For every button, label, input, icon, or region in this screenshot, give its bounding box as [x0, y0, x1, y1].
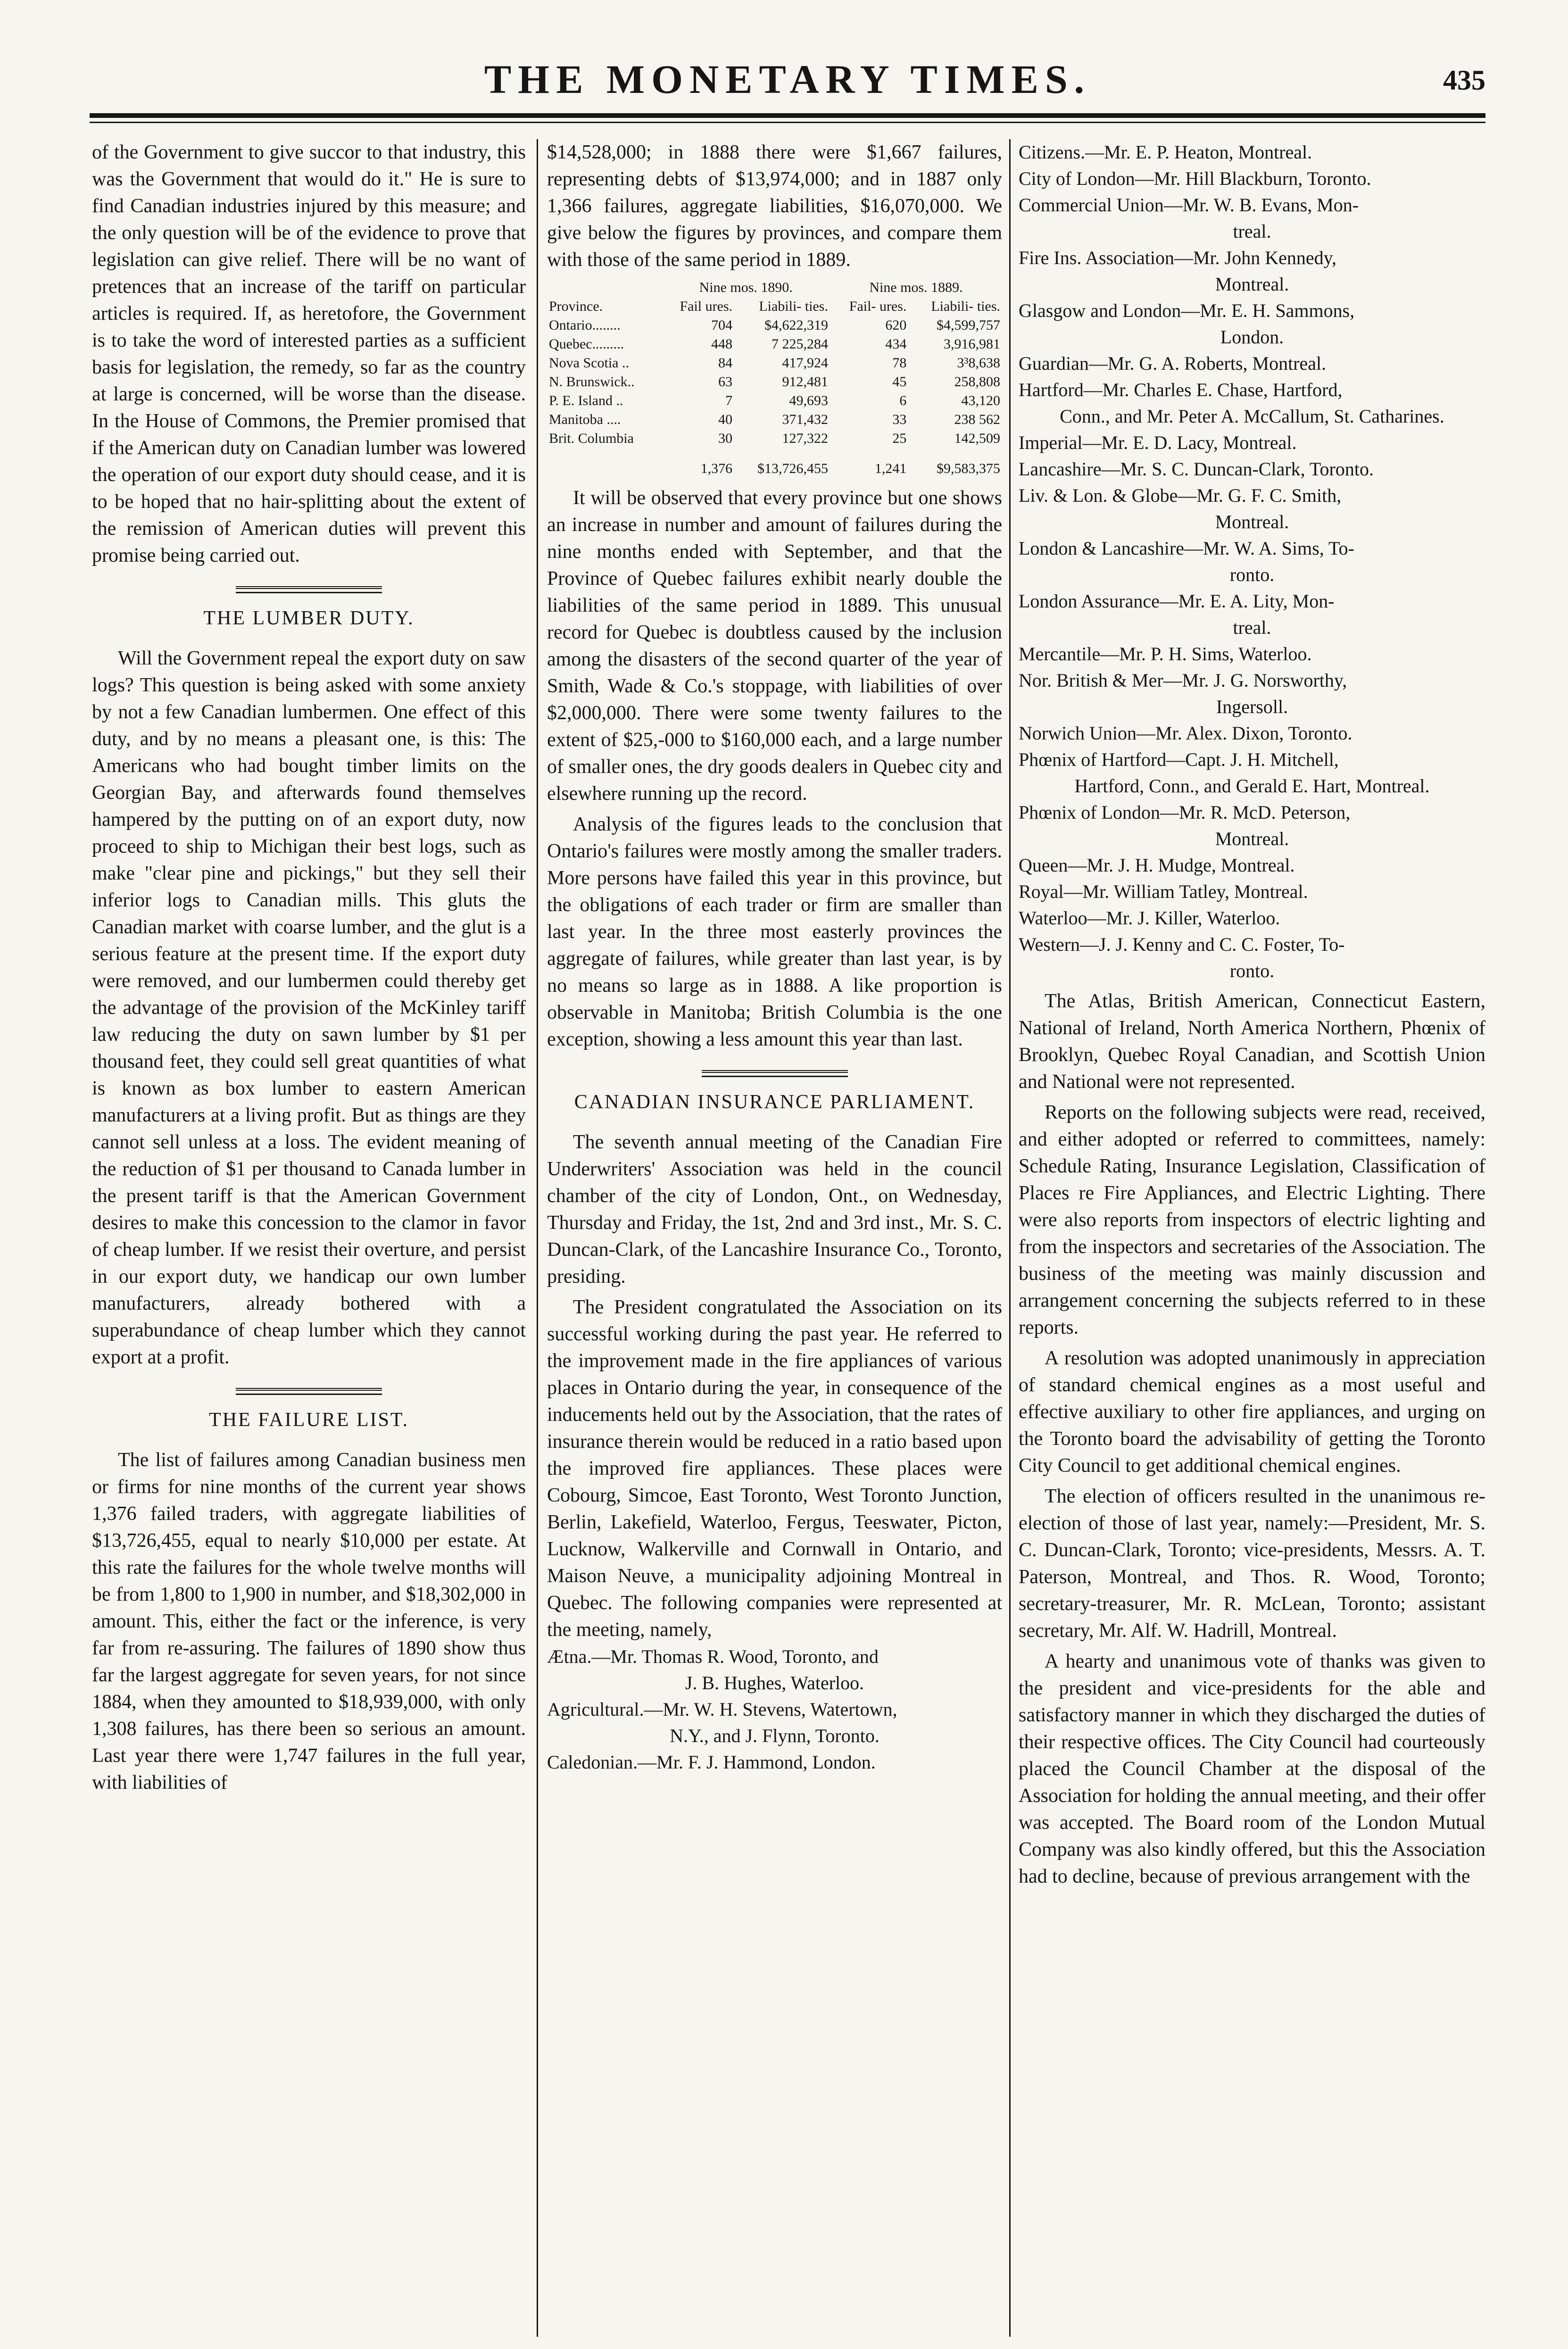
- analysis-paragraph: Analysis of the figures leads to the conclusion that Ontario's failures were mostly among the smaller traders. More persons have failed this year in this province, but the obligations of each trader or firm are smaller than last year. In the three most easterly provinces the aggregate of failures, while greater than last year, is by no means so large as in 1888. A like proportion is observable in Manitoba; British Columbia is the one exception, showing a less amount this year than last.: [547, 813, 1002, 1050]
- company-entry: [1019, 641, 1485, 667]
- table-cell: 49,693: [789, 393, 828, 408]
- masthead-rule-thin: [90, 122, 1485, 123]
- table-cell: Quebec.........: [549, 336, 624, 352]
- company-entry: [1019, 905, 1485, 931]
- company-entry-continuation: Conn., and Mr. Peter A. McCallum, St. Catharines.: [1060, 406, 1444, 427]
- failure-continued-paragraph: $14,528,000; in 1888 there were $1,667 failures, representing debts of $13,974,000; and in 1887 only 1,366 failures, aggregate liabilities, $16,070,000. We give below the figures by provinces, and compare them with those of the same period in 1889.: [547, 141, 1002, 271]
- table-row: [547, 373, 1002, 391]
- company-entry: [1019, 588, 1485, 641]
- column-divider-1: [537, 139, 538, 2337]
- table-cell: 417,924: [782, 355, 828, 371]
- table-cell: 45: [892, 374, 907, 390]
- table-cell: 6: [899, 393, 907, 408]
- company-entry: [1019, 350, 1485, 377]
- company-entry-text: Phœnix of London—Mr. R. McD. Peterson,: [1019, 802, 1351, 823]
- table-cell: $13,726,455: [757, 461, 828, 476]
- table-cell: $4,599,757: [937, 317, 1000, 333]
- company-entry-continuation: Montreal.: [1215, 828, 1289, 849]
- company-entry-continuation: treal.: [1233, 221, 1271, 242]
- company-entry-text: Lancashire—Mr. S. C. Duncan-Clark, Toronto.: [1019, 458, 1374, 480]
- table-cell: 434: [885, 336, 907, 352]
- lumber-duty-heading: THE LUMBER DUTY.: [203, 607, 415, 629]
- table-cell: 7: [725, 393, 733, 408]
- company-entry: [547, 1643, 1002, 1696]
- company-entry-text: Caledonian.—Mr. F. J. Hammond, London.: [547, 1751, 876, 1773]
- failure-list-paragraph: The list of failures among Canadian business men or firms for nine months of the current year shows 1,376 failed traders, with aggregate liabilities of $13,726,455, equal to nearly $10,000 per estate. At this rate the failures for the whole twelve months will be from 1,800 to 1,900 in number, and $18,302,000 in amount. This, either the fact or the inference, is very far from re-assuring. The failures of 1890 show thus far the largest aggregate for seven years, for not since 1884, when they amounted to $18,939,000, with only 1,308 failures, has there been so serious an amount. Last year there were 1,747 failures in the full year, with liabilities of: [92, 1449, 526, 1793]
- table-cell: P. E. Island ..: [549, 393, 623, 408]
- company-entry-continuation: Montreal.: [1215, 274, 1289, 295]
- company-entry-text: City of London—Mr. Hill Blackburn, Toronto.: [1019, 168, 1371, 189]
- table-cell: 78: [892, 355, 907, 371]
- column-divider-2: [1009, 139, 1011, 2337]
- table-cell: 127,322: [782, 431, 828, 446]
- company-entry-continuation: ronto.: [1229, 564, 1275, 585]
- table-row: [547, 316, 1002, 335]
- table-cell: 448: [711, 336, 733, 352]
- table-cell: 371,432: [782, 412, 828, 427]
- table-cell: 30: [718, 431, 733, 446]
- company-entry-text: Glasgow and London—Mr. E. H. Sammons,: [1019, 300, 1355, 321]
- column-1: [92, 139, 526, 1796]
- masthead-rule-thick: [90, 113, 1485, 118]
- column-2: [547, 139, 1002, 1776]
- column-3: [1019, 139, 1485, 1890]
- company-entry-continuation: London.: [1220, 326, 1284, 348]
- company-entry-text: Imperial—Mr. E. D. Lacy, Montreal.: [1019, 432, 1297, 453]
- table-cell: Nova Scotia ..: [549, 355, 629, 371]
- company-entry-text: Liv. & Lon. & Globe—Mr. G. F. C. Smith,: [1019, 485, 1342, 506]
- company-entry-text: Norwich Union—Mr. Alex. Dixon, Toronto.: [1019, 722, 1352, 744]
- table-cell: Manitoba ....: [549, 412, 621, 427]
- company-entry-continuation: N.Y., and J. Flynn, Toronto.: [670, 1725, 879, 1746]
- meeting-paragraph: The seventh annual meeting of the Canadian Fire Underwriters' Association was held in the council chamber of the city of London, Ont., on Wednesday, Thursday and Friday, the 1st, 2nd and 3rd inst., Mr. S. C. Duncan-Clark, of the Lancashire Insurance Co., Toronto, presiding.: [547, 1131, 1002, 1287]
- table-cell: 620: [885, 317, 907, 333]
- company-entry: [1019, 535, 1485, 588]
- president-paragraph: The President congratulated the Association on its successful working during the past year. He referred to the improvement made in the fire appliances of various places in Ontario during the year, in consequence of the inducements held out by the Association, that the rates of insurance therein would be reduced in a ratio based upon the improved fire appliances. These places were Cobourg, Simcoe, East Toronto, West Toronto Junction, Berlin, Lakefield, Waterloo, Fergus, Teeswater, Picton, Lucknow, Walkerville and Cornwall in Ontario, and Maison Neuve, a municipality adjoining Montreal in Quebec. The following companies were represented at the meeting, namely,: [547, 1296, 1002, 1641]
- company-entry: [1019, 799, 1485, 852]
- company-entry: [1019, 931, 1485, 984]
- table-cell: Brit. Columbia: [549, 431, 634, 446]
- table-cell: [547, 448, 662, 478]
- company-entry-text: Queen—Mr. J. H. Mudge, Montreal.: [1019, 855, 1295, 876]
- election-paragraph: The election of officers resulted in the unanimous re-election of those of last year, namely:—President, Mr. S. C. Duncan-Clark, Toronto; vice-presidents, Messrs. A. T. Paterson, Montreal, and Thos. R. Wood, Toronto; secretary-treasurer, Mr. R. McLean, Toronto; assistant secretary, Mr. Alf. W. Hadrill, Montreal.: [1019, 1486, 1485, 1642]
- company-entry: [1019, 245, 1485, 298]
- company-entry-text: Phœnix of Hartford—Capt. J. H. Mitchell,: [1019, 749, 1339, 770]
- company-list: [1019, 139, 1485, 984]
- company-entry: [1019, 482, 1485, 535]
- company-entry: [1019, 430, 1485, 456]
- company-entry-text: Mercantile—Mr. P. H. Sims, Waterloo.: [1019, 643, 1312, 664]
- company-entry: [1019, 879, 1485, 905]
- company-entry: [1019, 667, 1485, 720]
- company-entry: [547, 1749, 1002, 1776]
- table-total-row: [547, 448, 1002, 478]
- company-entry-continuation: Montreal.: [1215, 511, 1289, 532]
- group-header-1889: Nine mos. 1889.: [869, 280, 963, 295]
- company-entry: [1019, 298, 1485, 350]
- observed-paragraph: It will be observed that every province but one shows an increase in number and amount of failures during the nine months ended with September, and that the Province of Quebec failures exhibit nearly double the liabilities of the same period in 1889. This unusual record for Quebec is doubtless caused by the inclusion among the disasters of the second quarter of the year of Smith, Wade & Co.'s stoppage, with liabilities of over $2,000,000. There were some twenty failures to the extent of $25,-000 to $160,000 each, and a large number of smaller ones, the dry goods dealers in Quebec city and elsewhere running up the record.: [547, 487, 1002, 805]
- table-cell: 40: [718, 412, 733, 427]
- failure-list-heading: THE FAILURE LIST.: [209, 1409, 409, 1431]
- table-row: [547, 391, 1002, 410]
- table-cell: 258,808: [954, 374, 1000, 390]
- table-cell: 25: [892, 431, 907, 446]
- section-divider: [236, 586, 382, 593]
- company-entry: [1019, 747, 1485, 799]
- column-header: Fail- ures.: [849, 299, 907, 314]
- newspaper-title: THE MONETARY TIMES.: [484, 57, 1091, 102]
- company-entry-text: Hartford—Mr. Charles E. Chase, Hartford,: [1019, 379, 1343, 400]
- group-header-1890: Nine mos. 1890.: [699, 280, 793, 295]
- company-entry-text: Waterloo—Mr. J. Killer, Waterloo.: [1019, 907, 1280, 929]
- masthead: [90, 56, 1485, 108]
- table-cell: 7 225,284: [771, 336, 828, 352]
- section-divider: [236, 1388, 382, 1395]
- not-represented-paragraph: The Atlas, British American, Connecticut Eastern, National of Ireland, North America Northern, Phœnix of Brooklyn, Quebec Royal Canadian, and Scottish Union and National were not represented.: [1019, 990, 1485, 1093]
- section-divider: [702, 1070, 848, 1077]
- company-entry-text: Ætna.—Mr. Thomas R. Wood, Toronto, and: [547, 1646, 879, 1667]
- page-number: 435: [1443, 65, 1485, 96]
- column-header: Liabili- ties.: [759, 299, 828, 314]
- company-entry-text: Commercial Union—Mr. W. B. Evans, Mon-: [1019, 194, 1359, 216]
- company-entry: [1019, 377, 1485, 430]
- table-row: [547, 335, 1002, 354]
- resolution-paragraph: A resolution was adopted unanimously in appreciation of standard chemical engines as a most useful and effective auxiliary to other fire appliances, and urging on the Toronto board the advisability of getting the Toronto City Council to get additional chemical engines.: [1019, 1347, 1485, 1477]
- company-entry: [1019, 166, 1485, 192]
- company-entry: [1019, 720, 1485, 747]
- company-entry-text: Agricultural.—Mr. W. H. Stevens, Watertown,: [547, 1699, 897, 1720]
- table-cell: 43,120: [961, 393, 1000, 408]
- company-entry-continuation: Hartford, Conn., and Gerald E. Hart, Montreal.: [1074, 775, 1430, 797]
- company-entry-text: London & Lancashire—Mr. W. A. Sims, To-: [1019, 538, 1354, 559]
- table-cell: 3,916,981: [944, 336, 1000, 352]
- thanks-paragraph: A hearty and unanimous vote of thanks was given to the president and vice-presidents for the able and satisfactory manner in which they discharged the duties of their respective offices. The City Council had courteously placed the Council Chamber at the disposal of the Association for holding the annual meeting, and their offer was accepted. The Board room of the London Mutual Company was also kindly offered, but this the Association had to decline, because of previous arrangement with the: [1019, 1651, 1485, 1887]
- table-cell: 912,481: [782, 374, 828, 390]
- company-entry-continuation: ronto.: [1229, 960, 1275, 981]
- company-entry-continuation: treal.: [1233, 617, 1271, 638]
- failures-table: [547, 278, 1002, 478]
- insurance-parliament-heading: CANADIAN INSURANCE PARLIAMENT.: [574, 1091, 975, 1113]
- company-entry: [1019, 456, 1485, 482]
- table-cell: N. Brunswick..: [549, 374, 635, 390]
- company-entry-continuation: Ingersoll.: [1216, 696, 1288, 717]
- company-list: [547, 1643, 1002, 1776]
- table-cell: 238 562: [954, 412, 1000, 427]
- company-entry-text: Royal—Mr. William Tatley, Montreal.: [1019, 881, 1308, 902]
- company-entry-text: Nor. British & Mer—Mr. J. G. Norsworthy,: [1019, 670, 1347, 691]
- company-entry: [1019, 139, 1485, 166]
- column-header: Liabili- ties.: [931, 299, 1000, 314]
- table-cell: 84: [718, 355, 733, 371]
- company-entry-text: Western—J. J. Kenny and C. C. Foster, To-: [1019, 934, 1345, 955]
- column-header: Fail ures.: [680, 299, 733, 314]
- table-cell: $4,622,319: [764, 317, 828, 333]
- table-row: [547, 429, 1002, 448]
- table-cell: 704: [711, 317, 733, 333]
- table-cell: Ontario........: [549, 317, 621, 333]
- table-cell: 63: [718, 374, 733, 390]
- column-header: Province.: [549, 299, 603, 314]
- table-row: [547, 354, 1002, 373]
- company-entry-text: Guardian—Mr. G. A. Roberts, Montreal.: [1019, 353, 1327, 374]
- company-entry: [1019, 852, 1485, 879]
- intro-paragraph: of the Government to give succor to that industry, this was the Government that would do it." He is sure to find Canadian industries injured by this measure; and the only question will be of the evidence to prove that legislation can give relief. There will be no want of pretences that an increase of the tariff on particular articles is required. If, as heretofore, the Government is to take the word of interested parties as a sufficient basis for legislation, the remedy, so far as the country at large is concerned, will be worse than the disease. In the House of Commons, the Premier promised that if the American duty on Canadian lumber was lowered the operation of our export duty should cease, and it is to be hoped that no hair-splitting about the extent of the remission of American duties will prevent this promise being carried out.: [92, 141, 526, 566]
- lumber-duty-paragraph: Will the Government repeal the export duty on saw logs? This question is being asked with some anxiety by not a few Canadian lumbermen. One effect of this duty, and by no means a pleasant one, is this: The Americans who had bought timber limits on the Georgian Bay, and afterwards found themselves hampered by the putting on of an export duty, now proceed to ship to Michigan their best logs, such as make "clear pine and pickings," but they sell their inferior logs to Canadian mills. This gluts the Canadian market with coarse lumber, and the glut is a serious feature at the present time. If the export duty were removed, and our lumbermen could thereby get the advantage of the provision of the McKinley tariff law reducing the duty on sawn lumber by $1 per thousand feet, they could sell great quantities of what is known as box lumber to eastern American manufacturers at a living profit. But as things are they cannot sell unless at a loss. The evident meaning of the reduction of $1 per thousand to Canada lumber in the present tariff is that the American Government desires to make this concession to the clamor in favor of cheap lumber. If we resist their overture, and persist in our export duty, we handicap our own lumber manufacturers, already bothered with a superabundance of cheap lumber which they cannot export at a profit.: [92, 647, 526, 1368]
- company-entry-continuation: J. B. Hughes, Waterloo.: [685, 1672, 864, 1693]
- table-cell: 33: [892, 412, 907, 427]
- company-entry: [547, 1696, 1002, 1749]
- table-cell: 142,509: [954, 431, 1000, 446]
- company-entry-text: Fire Ins. Association—Mr. John Kennedy,: [1019, 247, 1337, 268]
- table-cell: 1,241: [874, 461, 907, 476]
- table-cell: $9,583,375: [937, 461, 1000, 476]
- company-entry: [1019, 192, 1485, 245]
- table-row: [547, 410, 1002, 429]
- company-entry-text: Citizens.—Mr. E. P. Heaton, Montreal.: [1019, 141, 1312, 163]
- reports-paragraph: Reports on the following subjects were read, received, and either adopted or referred to committees, namely: Schedule Rating, Insurance Legislation, Classification of Places re Fire Appliances, and Electric Lighting. There were also reports from inspectors of electric lighting and from the inspectors and secretaries of the Association. The business of the meeting was mainly discussion and arrangement concerning the subjects referred to in these reports.: [1019, 1102, 1485, 1338]
- table-cell: 3³8,638: [957, 355, 1000, 371]
- company-entry-text: London Assurance—Mr. E. A. Lity, Mon-: [1019, 590, 1335, 612]
- table-cell: 1,376: [700, 461, 733, 476]
